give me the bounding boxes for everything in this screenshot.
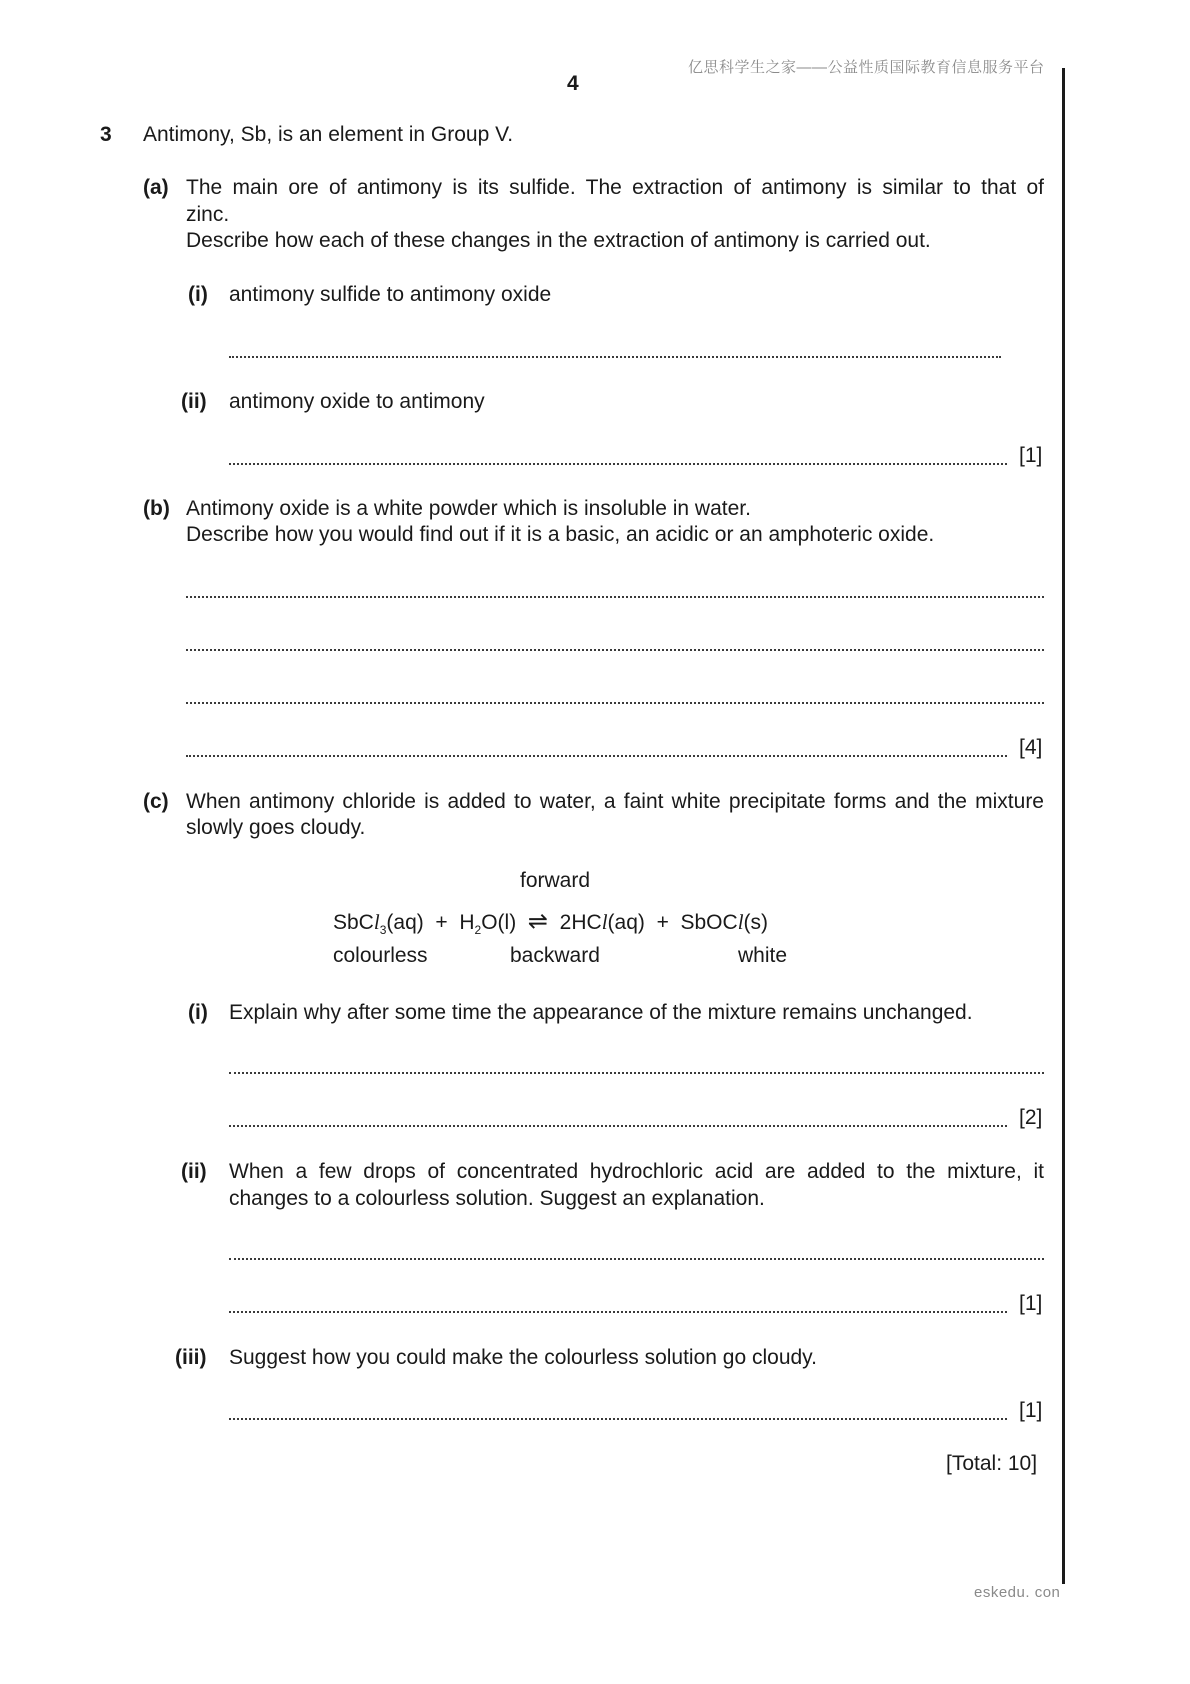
chemical-equation bbox=[333, 907, 768, 937]
part-c-ii-text-line1: When a few drops of concentrated hydrochloric acid are added to the mixture, it bbox=[229, 1160, 1044, 1183]
part-a-text-line2: zinc. bbox=[186, 203, 230, 226]
equilibrium-arrow-icon: ⇌ bbox=[527, 907, 548, 935]
part-c-iii-label: (iii) bbox=[175, 1346, 207, 1369]
eq-l-1: l bbox=[373, 910, 380, 934]
page-number: 4 bbox=[567, 72, 579, 95]
mark-a: [1] bbox=[1019, 444, 1043, 467]
equation-backward-label: backward bbox=[510, 944, 600, 967]
part-c-ii-text-line2: changes to a colourless solution. Suggest an explanation. bbox=[229, 1187, 765, 1210]
eq-plus1: + bbox=[435, 911, 448, 934]
equation-forward-label: forward bbox=[520, 869, 591, 892]
footer-site: eskedu. con bbox=[974, 1584, 1061, 1601]
equation-colourless-label: colourless bbox=[333, 944, 428, 967]
total-marks: [Total: 10] bbox=[946, 1452, 1038, 1475]
part-a-text-line1: The main ore of antimony is its sulfide. The extraction of antimony is similar to that of bbox=[186, 176, 1044, 199]
answer-line-b-3[interactable] bbox=[186, 700, 1044, 704]
eq-l-3: l bbox=[737, 910, 744, 934]
answer-line-a-i[interactable] bbox=[229, 354, 1001, 358]
part-b-text-line2: Describe how you would find out if it is a basic, an acidic or an amphoteric oxide. bbox=[186, 523, 935, 546]
eq-reactant1: SbC bbox=[333, 911, 374, 934]
part-b-label: (b) bbox=[143, 497, 170, 520]
mark-b: [4] bbox=[1019, 736, 1043, 759]
answer-line-c-ii-2[interactable] bbox=[229, 1309, 1007, 1313]
mark-c-iii: [1] bbox=[1019, 1399, 1043, 1422]
answer-line-b-1[interactable] bbox=[186, 594, 1044, 598]
eq-sub2: 2 bbox=[474, 923, 482, 938]
eq-aq1: (aq) bbox=[386, 911, 424, 934]
part-c-ii-label: (ii) bbox=[181, 1160, 207, 1183]
answer-line-c-ii-1[interactable] bbox=[229, 1256, 1044, 1260]
answer-line-b-4[interactable] bbox=[186, 753, 1007, 757]
part-a-ii-text: antimony oxide to antimony bbox=[229, 390, 485, 413]
question-intro: Antimony, Sb, is an element in Group V. bbox=[143, 123, 514, 146]
eq-product2: SbOC bbox=[680, 911, 738, 934]
part-c-iii-text: Suggest how you could make the colourless solution go cloudy. bbox=[229, 1346, 817, 1369]
equation-white-label: white bbox=[738, 944, 788, 967]
answer-line-a-ii[interactable] bbox=[229, 461, 1007, 465]
eq-plus2: + bbox=[656, 911, 669, 934]
part-c-i-text: Explain why after some time the appearance of the mixture remains unchanged. bbox=[229, 1001, 973, 1024]
part-a-i-text: antimony sulfide to antimony oxide bbox=[229, 283, 552, 306]
mark-c-i: [2] bbox=[1019, 1106, 1043, 1129]
part-a-text-line3: Describe how each of these changes in the extraction of antimony is carried out. bbox=[186, 229, 931, 252]
question-number: 3 bbox=[100, 123, 112, 146]
part-b-text-line1: Antimony oxide is a white powder which is insoluble in water. bbox=[186, 497, 751, 520]
answer-line-c-i-1[interactable] bbox=[229, 1070, 1044, 1074]
eq-sub3: 3 bbox=[379, 923, 387, 938]
answer-line-c-iii[interactable] bbox=[229, 1416, 1007, 1420]
eq-l-2: l bbox=[601, 910, 608, 934]
eq-product1: 2HC bbox=[559, 911, 602, 934]
part-c-i-label: (i) bbox=[188, 1001, 208, 1024]
eq-aq2: (aq) bbox=[607, 911, 645, 934]
eq-h2o-rest: O(l) bbox=[481, 911, 517, 934]
part-a-i-label: (i) bbox=[188, 283, 208, 306]
part-c-label: (c) bbox=[143, 790, 169, 813]
mark-c-ii: [1] bbox=[1019, 1292, 1043, 1315]
answer-line-c-i-2[interactable] bbox=[229, 1123, 1007, 1127]
part-c-text-line1: When antimony chloride is added to water, a faint white precipitate forms and the mixture bbox=[186, 790, 1044, 813]
part-a-label: (a) bbox=[143, 176, 169, 199]
header-watermark: 亿思科学生之家——公益性质国际教育信息服务平台 bbox=[688, 59, 1045, 76]
eq-s: (s) bbox=[743, 911, 769, 934]
margin-rule bbox=[1062, 68, 1065, 1584]
eq-h: H bbox=[459, 911, 475, 934]
part-c-text-line2: slowly goes cloudy. bbox=[186, 816, 366, 839]
part-a-ii-label: (ii) bbox=[181, 390, 207, 413]
answer-line-b-2[interactable] bbox=[186, 647, 1044, 651]
